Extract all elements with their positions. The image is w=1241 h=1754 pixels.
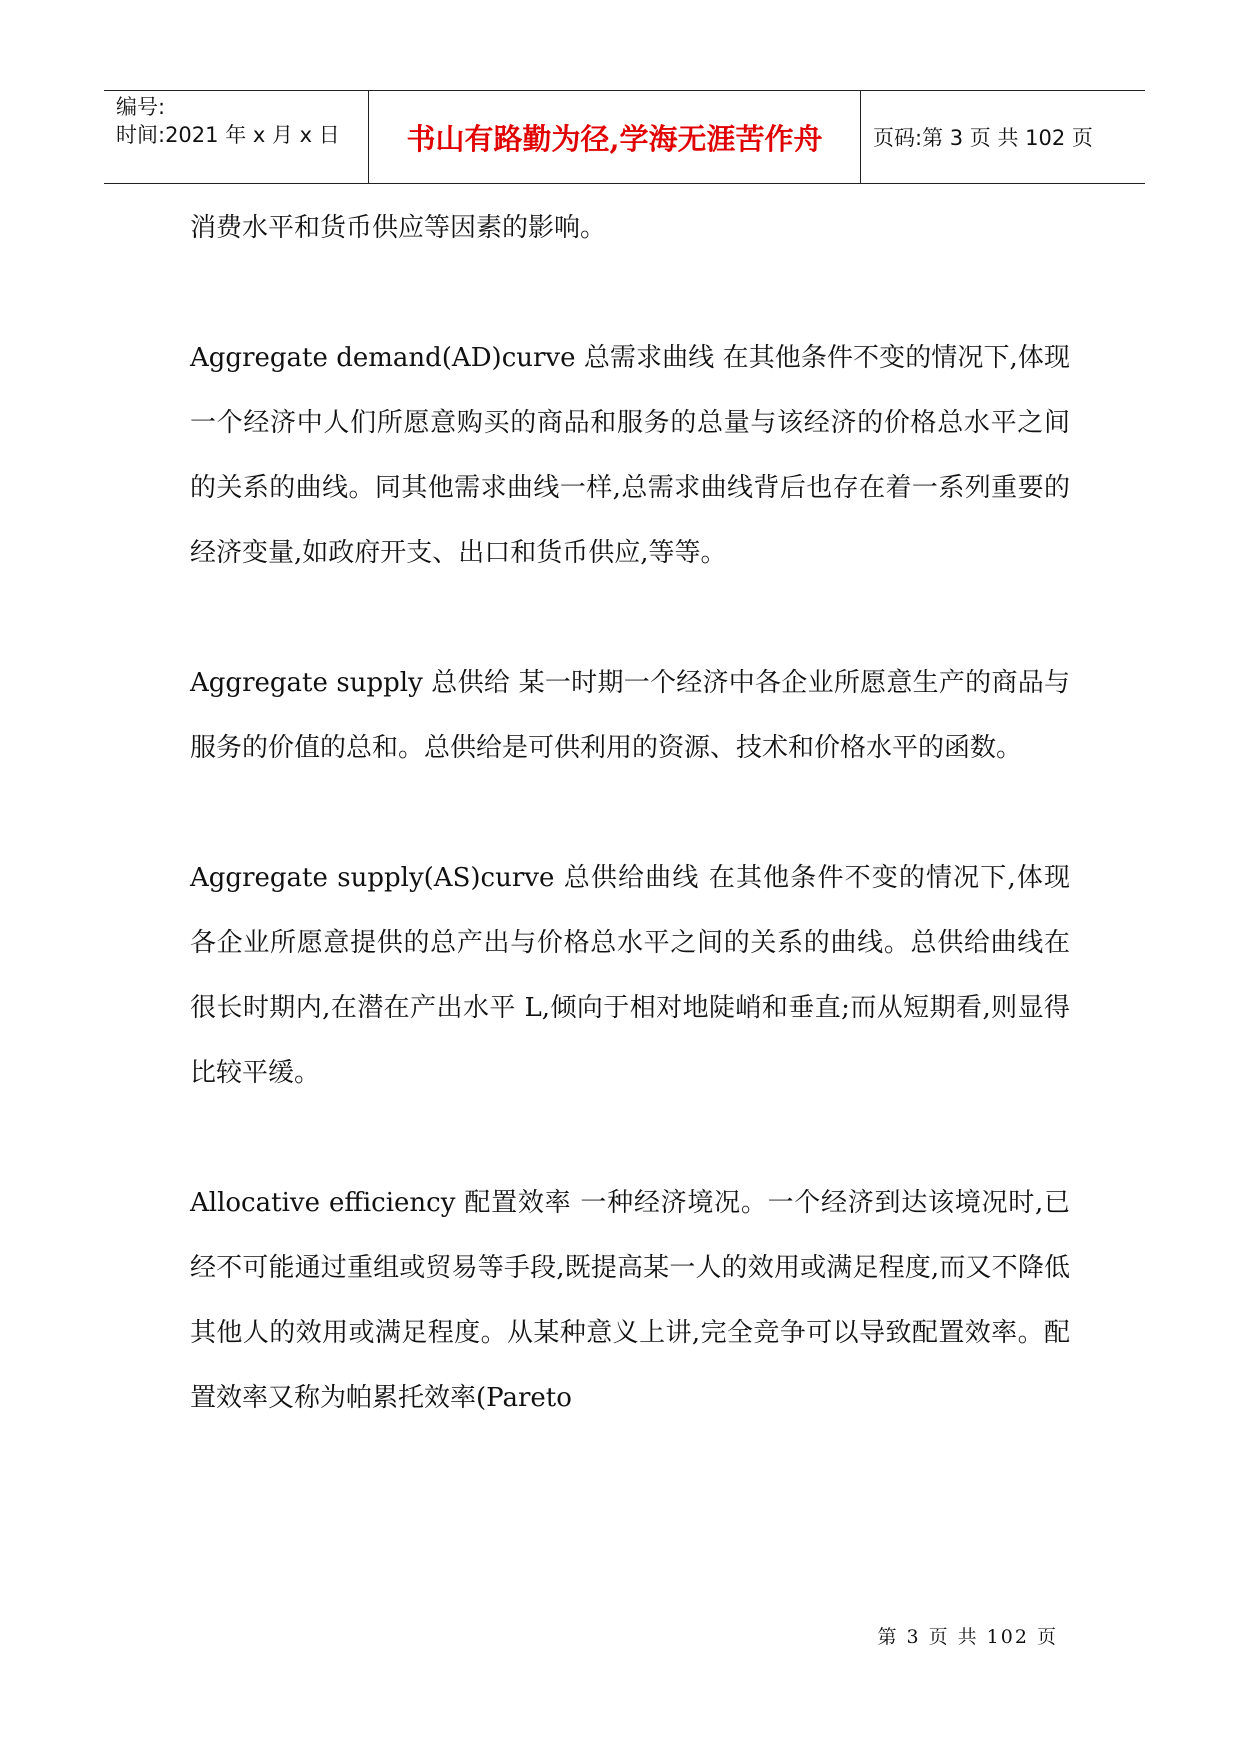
document-number-label: 编号:: [116, 95, 166, 119]
document-body: [190, 196, 1070, 1496]
page-header: [104, 90, 1145, 184]
header-meta: [104, 91, 369, 183]
paragraph-aggregate-demand-curve: Aggregate demand(AD)curve 总需求曲线 在其他条件不变的情况下,体现一个经济中人们所愿意购买的商品和服务的总量与该经济的价格总水平之间的关系的曲线。同其他需求曲线一样,总需求曲线背后也存在着一系列重要的经济变量,如政府开支、出口和货币供应,等等。: [190, 343, 1070, 568]
page-footer: 第 3 页 共 102 页: [877, 1626, 1058, 1648]
paragraph-aggregate-supply: Aggregate supply 总供给 某一时期一个经济中各企业所愿意生产的商品与服务的价值的总和。总供给是可供利用的资源、技术和价格水平的函数。: [190, 668, 1070, 763]
header-page-number: 页码:第 3 页 共 102 页: [873, 126, 1093, 150]
paragraph-allocative-efficiency: Allocative efficiency 配置效率 一种经济境况。一个经济到达该境况时,已经不可能通过重组或贸易等手段,既提高某一人的效用或满足程度,而又不降低其他人的效用或满足程度。从某种意义上讲,完全竞争可以导致配置效率。配置效率又称为帕累托效率(Pareto: [190, 1188, 1071, 1413]
header-motto: 书山有路勤为径,学海无涯苦作舟: [369, 91, 861, 183]
document-time: 时间:2021 年 x 月 x 日: [116, 123, 340, 147]
paragraph-aggregate-supply-curve: Aggregate supply(AS)curve 总供给曲线 在其他条件不变的情况下,体现各企业所愿意提供的总产出与价格总水平之间的关系的曲线。总供给曲线在很长时期内,在潜在产出水平 L,倾向于相对地陡峭和垂直;而从短期看,则显得比较平缓。: [190, 863, 1070, 1088]
paragraph-continuation: 消费水平和货币供应等因素的影响。: [190, 213, 607, 243]
